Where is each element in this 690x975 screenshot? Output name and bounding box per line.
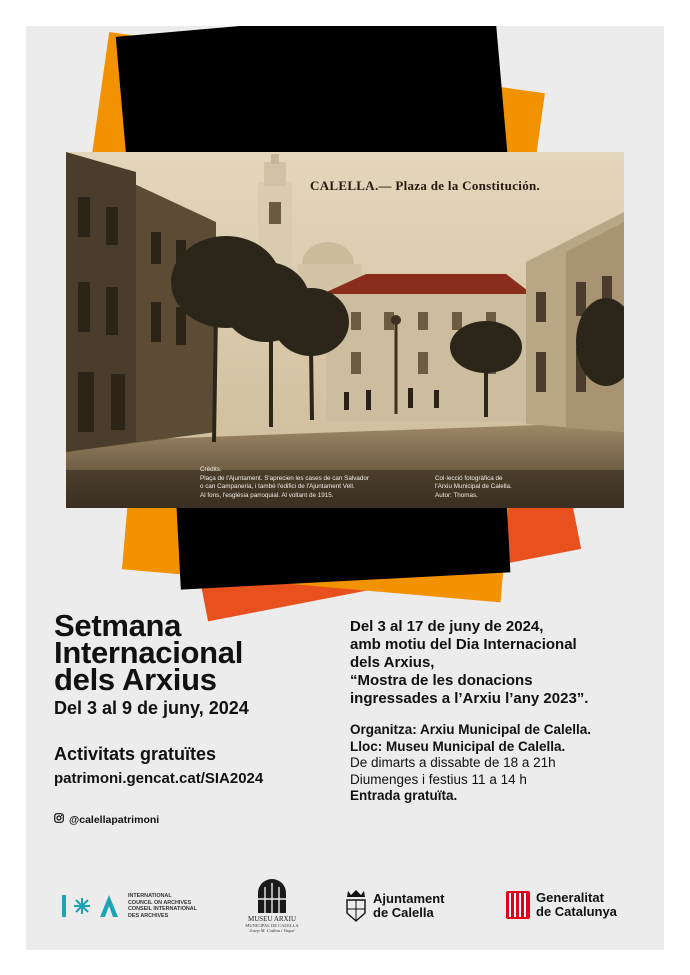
ica-text-line: DES ARCHIVES bbox=[128, 912, 169, 919]
ica-text-line: CONSEIL INTERNATIONAL bbox=[128, 906, 197, 913]
activities-heading: Activitats gratuïtes bbox=[54, 744, 217, 764]
plaza-photo-illustration bbox=[66, 152, 624, 508]
ica-text-line: INTERNATIONAL bbox=[128, 893, 172, 899]
practical-info bbox=[350, 722, 650, 805]
title-line: Internacional bbox=[54, 635, 244, 670]
museum-arch-icon bbox=[256, 879, 288, 913]
museu-line3: Josep M. Codina i Vaqué bbox=[249, 928, 295, 933]
lead-line: ingressades a l’Arxiu l’any 2023”. bbox=[350, 690, 589, 707]
opening-hours-weekdays: De dimarts a dissabte de 18 a 21h bbox=[350, 755, 556, 770]
lead-line: “Mostra de les donacions bbox=[350, 672, 533, 689]
generalitat-line: de Catalunya bbox=[536, 904, 617, 919]
event-url-link[interactable]: patrimoni.gencat.cat/SIA2024 bbox=[54, 770, 264, 787]
organizer: Organitza: Arxiu Municipal de Calella. bbox=[350, 722, 592, 737]
ica-text-line: COUNCIL ON ARCHIVES bbox=[128, 899, 192, 906]
opening-hours-holidays: Diumenges i festius 11 a 14 h bbox=[350, 771, 527, 787]
exhibition-info bbox=[350, 618, 650, 805]
venue: Lloc: Museu Municipal de Calella. bbox=[350, 738, 566, 754]
poster bbox=[26, 26, 664, 950]
lead-line: Del 3 al 17 de juny de 2024, bbox=[350, 618, 544, 635]
instagram-handle[interactable] bbox=[54, 813, 159, 826]
generalitat-line: Generalitat bbox=[536, 890, 604, 905]
collection-line: l'Arxiu Municipal de Calella. bbox=[435, 483, 512, 491]
ajuntament-calella-logo bbox=[344, 889, 445, 923]
sponsor-logos bbox=[26, 881, 664, 941]
credits-line: o can Campaneria, i també l'edifici de l'Ajuntament Vell. bbox=[200, 483, 355, 491]
photo-title: CALELLA.— Plaza de la Constitución. bbox=[310, 178, 541, 193]
ajuntament-line: Ajuntament bbox=[373, 891, 445, 906]
historical-photo bbox=[66, 152, 624, 508]
title-line: Setmana bbox=[54, 608, 182, 643]
ica-mark-graphic bbox=[60, 893, 122, 919]
credits-label: Crèdits: bbox=[200, 466, 222, 474]
museu-line2: MUNICIPAL DE CALELLA bbox=[245, 923, 299, 928]
lead-line: amb motiu del Dia Internacional bbox=[350, 636, 577, 653]
collection-line: Autor: Thomas. bbox=[435, 491, 478, 499]
lead-line: dels Arxius, bbox=[350, 654, 435, 671]
title-line: dels Arxius bbox=[54, 662, 217, 697]
calella-shield-icon bbox=[344, 889, 368, 923]
ica-logo-icon bbox=[60, 893, 122, 919]
photo-collection bbox=[435, 475, 512, 500]
ajuntament-line: de Calella bbox=[373, 905, 434, 920]
instagram-icon bbox=[54, 813, 64, 826]
exhibition-lead bbox=[350, 618, 650, 708]
collection-line: Col·lecció fotogràfica de bbox=[435, 474, 503, 482]
event-title bbox=[54, 608, 244, 697]
ica-logo bbox=[60, 893, 197, 919]
credits-line: Al fons, l'església parroquial. Al voltant de 1915. bbox=[200, 491, 334, 499]
free-entry: Entrada gratuïta. bbox=[350, 788, 458, 803]
generalitat-logo bbox=[506, 891, 617, 919]
museu-arxiu-logo bbox=[240, 879, 304, 933]
event-dates: Del 3 al 9 de juny, 2024 bbox=[54, 698, 249, 718]
photo-credits bbox=[200, 466, 369, 500]
senyera-icon bbox=[506, 891, 530, 919]
instagram-label: @calellapatrimoni bbox=[69, 813, 160, 826]
credits-line: Plaça de l'Ajuntament. S'aprecien les cases de can Salvador bbox=[200, 474, 370, 482]
museu-line1: MUSEU ARXIU bbox=[247, 915, 297, 923]
